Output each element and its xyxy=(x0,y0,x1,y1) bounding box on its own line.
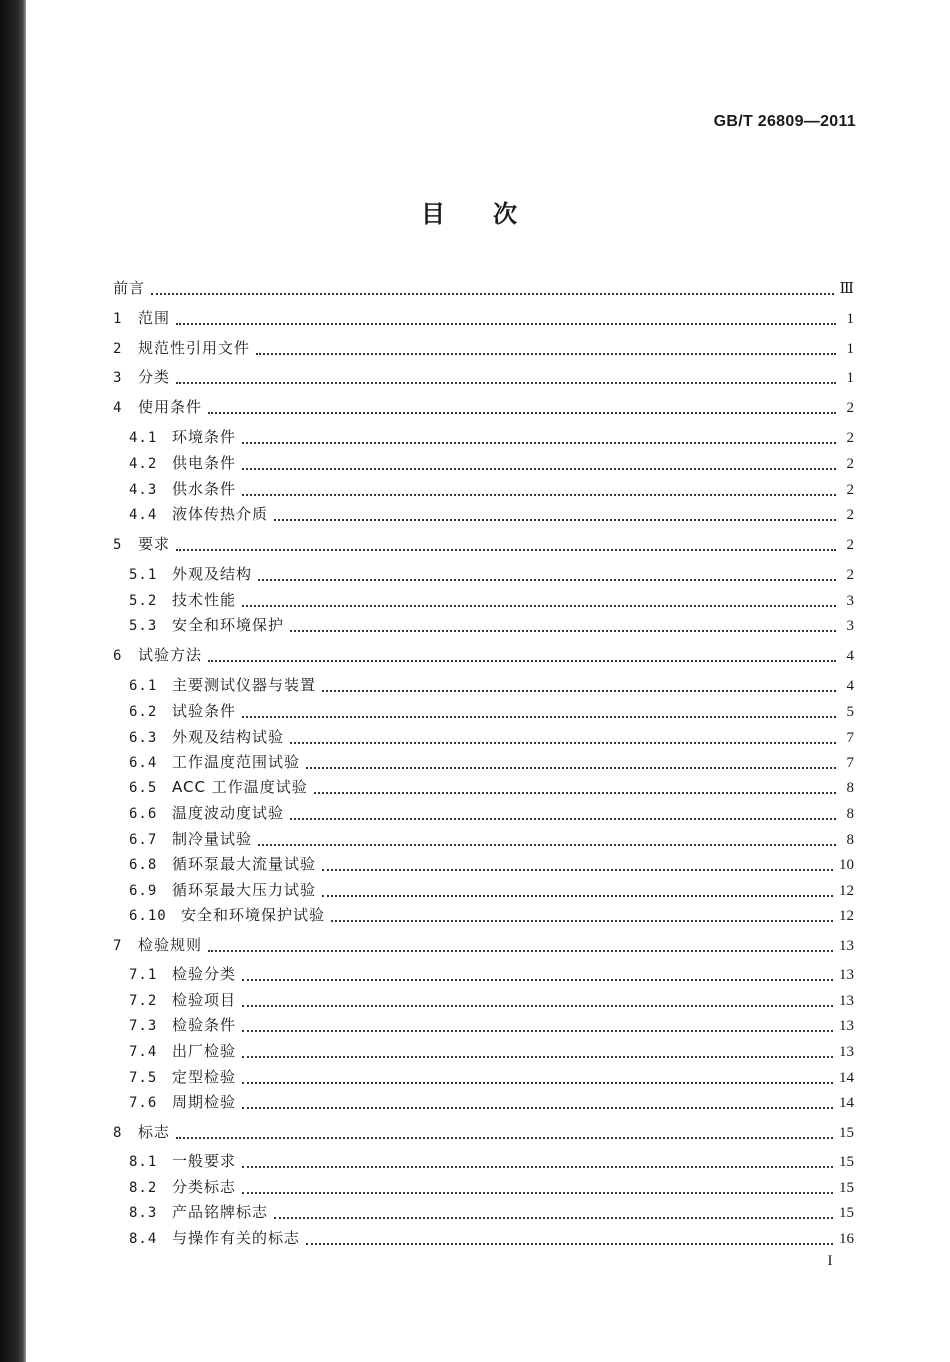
toc-entry-page: 1 xyxy=(846,341,854,357)
toc-entry-title: 循环泵最大流量试验 xyxy=(172,855,317,873)
toc-entry-title: 安全和环境保护试验 xyxy=(181,906,326,924)
toc-entry-page: 15 xyxy=(839,1125,854,1141)
toc-entry-page: 7 xyxy=(846,730,854,746)
toc-entry-number: 7.5 xyxy=(129,1070,158,1086)
dot-leader xyxy=(208,411,836,414)
toc-entry-page: 14 xyxy=(839,1095,854,1111)
dot-leader xyxy=(314,791,836,794)
toc-entry-title: 检验规则 xyxy=(138,936,203,954)
toc-entry-title: 出厂检验 xyxy=(172,1042,237,1060)
toc-entry[interactable] xyxy=(113,644,854,666)
toc-entry-title: 外观及结构试验 xyxy=(172,728,285,746)
toc-entry-title: 检验分类 xyxy=(172,965,237,983)
toc-entry[interactable] xyxy=(129,989,854,1011)
toc-entry-page: 8 xyxy=(846,832,854,848)
dot-leader xyxy=(331,919,833,922)
dot-leader xyxy=(242,1055,833,1058)
toc-entry-page: 13 xyxy=(839,967,854,983)
toc-entry[interactable] xyxy=(129,879,854,901)
toc-entry-page: 13 xyxy=(839,1018,854,1034)
toc-entry[interactable] xyxy=(113,533,854,555)
toc-entry[interactable] xyxy=(113,934,854,956)
toc-entry-number: 6.4 xyxy=(129,755,158,771)
dot-leader xyxy=(258,578,836,581)
toc-entry-number: 6.5 xyxy=(129,780,158,796)
toc-entry-number: 5 xyxy=(113,537,123,553)
toc-entry-number: 6.8 xyxy=(129,857,158,873)
toc-entry[interactable] xyxy=(129,1040,854,1062)
toc-entry-number: 7 xyxy=(113,938,123,954)
toc-entry-title: 试验方法 xyxy=(138,646,203,664)
dot-leader xyxy=(242,604,836,607)
toc-entry-number: 4.1 xyxy=(129,430,158,446)
dot-leader xyxy=(242,467,836,470)
toc-entry[interactable] xyxy=(129,1091,854,1113)
toc-entry-number: 6.1 xyxy=(129,678,158,694)
dot-leader xyxy=(306,766,836,769)
toc-entry-page: 7 xyxy=(846,755,854,771)
toc-entry-page: 15 xyxy=(839,1154,854,1170)
toc-entry-page: 4 xyxy=(846,678,854,694)
toc-entry-page: Ⅲ xyxy=(839,281,854,297)
dot-leader xyxy=(242,441,836,444)
toc-entry[interactable] xyxy=(113,337,854,359)
toc-entry-title: 供电条件 xyxy=(172,454,237,472)
toc-entry-title: 制冷量试验 xyxy=(172,830,253,848)
toc-entry-page: 2 xyxy=(846,537,854,553)
toc-entry-title: 范围 xyxy=(138,309,171,327)
dot-leader xyxy=(258,843,836,846)
dot-leader xyxy=(151,292,834,295)
toc-entry-title: 试验条件 xyxy=(172,702,237,720)
toc-entry[interactable] xyxy=(129,614,854,636)
toc-entry-title: 要求 xyxy=(138,535,171,553)
toc-entry-number: 8.1 xyxy=(129,1154,158,1170)
toc-entry-title: 一般要求 xyxy=(172,1152,237,1170)
toc-entry[interactable] xyxy=(129,1014,854,1036)
toc-entry-number: 7.1 xyxy=(129,967,158,983)
toc-entry-page: 13 xyxy=(839,938,854,954)
toc-entry[interactable] xyxy=(129,700,854,722)
dot-leader xyxy=(274,518,836,521)
toc-entry-page: 2 xyxy=(846,567,854,583)
toc-entry-page: 4 xyxy=(846,648,854,664)
dot-leader xyxy=(242,1081,833,1084)
toc-entry-title: 环境条件 xyxy=(172,428,237,446)
toc-entry[interactable] xyxy=(129,478,854,500)
toc-entry[interactable] xyxy=(129,563,854,585)
toc-entry-number: 8 xyxy=(113,1125,123,1141)
dot-leader xyxy=(242,1106,833,1109)
toc-entry-title: 使用条件 xyxy=(138,398,203,416)
toc-entry-title: 主要测试仪器与装置 xyxy=(172,676,317,694)
toc-entry-number: 5.3 xyxy=(129,618,158,634)
toc-entry-title: 标志 xyxy=(138,1123,171,1141)
toc-entry-number: 8.4 xyxy=(129,1231,158,1247)
dot-leader xyxy=(242,978,833,981)
toc-entry-number: 4 xyxy=(113,400,123,416)
dot-leader xyxy=(274,1216,833,1219)
toc-entry-title: 循环泵最大压力试验 xyxy=(172,881,317,899)
toc-entry[interactable] xyxy=(113,396,854,418)
dot-leader xyxy=(242,1191,833,1194)
toc-entry-number: 7.2 xyxy=(129,993,158,1009)
toc-entry[interactable] xyxy=(129,1176,854,1198)
dot-leader xyxy=(176,548,836,551)
toc-entry-page: 13 xyxy=(839,1044,854,1060)
toc-entry-page: 14 xyxy=(839,1070,854,1086)
dot-leader xyxy=(208,659,836,662)
toc-entry-title: 外观及结构 xyxy=(172,565,253,583)
toc-entry[interactable] xyxy=(129,1150,854,1172)
toc-entry-number: 1 xyxy=(113,311,123,327)
toc-entry[interactable] xyxy=(113,277,854,299)
dot-leader xyxy=(176,322,836,325)
toc-entry-number: 6.3 xyxy=(129,730,158,746)
toc-entry-title: 检验条件 xyxy=(172,1016,237,1034)
toc-entry-title: 技术性能 xyxy=(172,591,237,609)
toc-entry[interactable] xyxy=(129,1066,854,1088)
toc-entry-page: 8 xyxy=(846,806,854,822)
toc-entry-page: 2 xyxy=(846,507,854,523)
dot-leader xyxy=(290,817,836,820)
toc-entry-page: 16 xyxy=(839,1231,854,1247)
toc-entry-number: 7.3 xyxy=(129,1018,158,1034)
toc-entry[interactable] xyxy=(129,963,854,985)
toc-entry-page: 8 xyxy=(846,780,854,796)
dot-leader xyxy=(322,689,836,692)
toc-entry-page: 10 xyxy=(839,857,854,873)
toc-entry-number: 3 xyxy=(113,370,123,386)
toc-entry[interactable] xyxy=(129,802,854,824)
toc-entry-page: 15 xyxy=(839,1180,854,1196)
toc-entry-title: 周期检验 xyxy=(172,1093,237,1111)
dot-leader xyxy=(322,894,833,897)
toc-entry-number: 4.3 xyxy=(129,482,158,498)
toc-entry-number: 6.2 xyxy=(129,704,158,720)
toc-entry[interactable] xyxy=(129,1227,854,1249)
toc-entry-title: 工作温度范围试验 xyxy=(172,753,301,771)
toc-entry-page: 1 xyxy=(846,311,854,327)
toc-entry-title: 定型检验 xyxy=(172,1068,237,1086)
toc-entry-page: 2 xyxy=(846,400,854,416)
toc-entry[interactable] xyxy=(129,589,854,611)
toc-entry[interactable] xyxy=(129,904,854,926)
toc-entry[interactable] xyxy=(129,426,854,448)
toc-entry-title: 液体传热介质 xyxy=(172,505,269,523)
toc-entry-title: 供水条件 xyxy=(172,480,237,498)
toc-entry-number: 6.6 xyxy=(129,806,158,822)
toc-entry-number: 5.1 xyxy=(129,567,158,583)
dot-leader xyxy=(322,868,833,871)
toc-entry-number: 6.9 xyxy=(129,883,158,899)
dot-leader xyxy=(242,1165,833,1168)
toc-entry-page: 5 xyxy=(846,704,854,720)
dot-leader xyxy=(242,493,836,496)
toc-entry-number: 8.2 xyxy=(129,1180,158,1196)
toc-entry[interactable] xyxy=(129,503,854,525)
toc-entry-number: 6.7 xyxy=(129,832,158,848)
toc-entry[interactable] xyxy=(113,1121,854,1143)
toc-entry-title: 前言 xyxy=(113,279,146,297)
toc-entry-number: 5.2 xyxy=(129,593,158,609)
dot-leader xyxy=(208,949,833,952)
toc-entry-number: 4.4 xyxy=(129,507,158,523)
toc-entry[interactable] xyxy=(113,307,854,329)
page-title: 目次 xyxy=(421,200,565,228)
toc-entry-page: 15 xyxy=(839,1205,854,1221)
dot-leader xyxy=(290,741,836,744)
toc-entry[interactable] xyxy=(129,452,854,474)
toc-entry-page: 3 xyxy=(846,618,854,634)
toc-entry-title: ACC 工作温度试验 xyxy=(172,778,308,796)
dot-leader xyxy=(306,1242,833,1245)
toc-entry-title: 分类 xyxy=(138,368,171,386)
toc-entry[interactable] xyxy=(129,853,854,875)
toc-entry-title: 安全和环境保护 xyxy=(172,616,285,634)
toc-entry[interactable] xyxy=(129,828,854,850)
page-number: I xyxy=(827,1253,833,1269)
toc-entry-page: 1 xyxy=(846,370,854,386)
dot-leader xyxy=(242,1029,833,1032)
toc-entry-title: 规范性引用文件 xyxy=(138,339,251,357)
toc-entry-number: 4.2 xyxy=(129,456,158,472)
toc-entry-page: 12 xyxy=(839,908,854,924)
toc-entry-title: 温度波动度试验 xyxy=(172,804,285,822)
toc-entry[interactable] xyxy=(129,776,854,798)
toc-entry-title: 产品铭牌标志 xyxy=(172,1203,269,1221)
toc-entry[interactable] xyxy=(113,366,854,388)
toc-entry-number: 7.4 xyxy=(129,1044,158,1060)
toc-entry-page: 2 xyxy=(846,430,854,446)
dot-leader xyxy=(256,352,836,355)
toc-entry[interactable] xyxy=(129,751,854,773)
dot-leader xyxy=(242,1004,833,1007)
standard-number: GB/T 26809—2011 xyxy=(713,113,856,130)
toc-entry[interactable] xyxy=(129,674,854,696)
toc-entry-number: 6 xyxy=(113,648,123,664)
toc-entry-title: 与操作有关的标志 xyxy=(172,1229,301,1247)
dot-leader xyxy=(176,1136,833,1139)
toc-entry-page: 3 xyxy=(846,593,854,609)
toc-entry-title: 检验项目 xyxy=(172,991,237,1009)
dot-leader xyxy=(242,715,836,718)
toc-entry-number: 7.6 xyxy=(129,1095,158,1111)
toc-entry-page: 13 xyxy=(839,993,854,1009)
dot-leader xyxy=(290,629,836,632)
toc-entry-number: 2 xyxy=(113,341,123,357)
toc-entry-title: 分类标志 xyxy=(172,1178,237,1196)
toc-entry-number: 8.3 xyxy=(129,1205,158,1221)
toc-entry-page: 2 xyxy=(846,456,854,472)
toc-entry-page: 2 xyxy=(846,482,854,498)
toc-entry-page: 12 xyxy=(839,883,854,899)
toc-entry[interactable] xyxy=(129,1201,854,1223)
toc-entry-number: 6.10 xyxy=(129,908,167,924)
toc-entry[interactable] xyxy=(129,726,854,748)
dot-leader xyxy=(176,381,836,384)
